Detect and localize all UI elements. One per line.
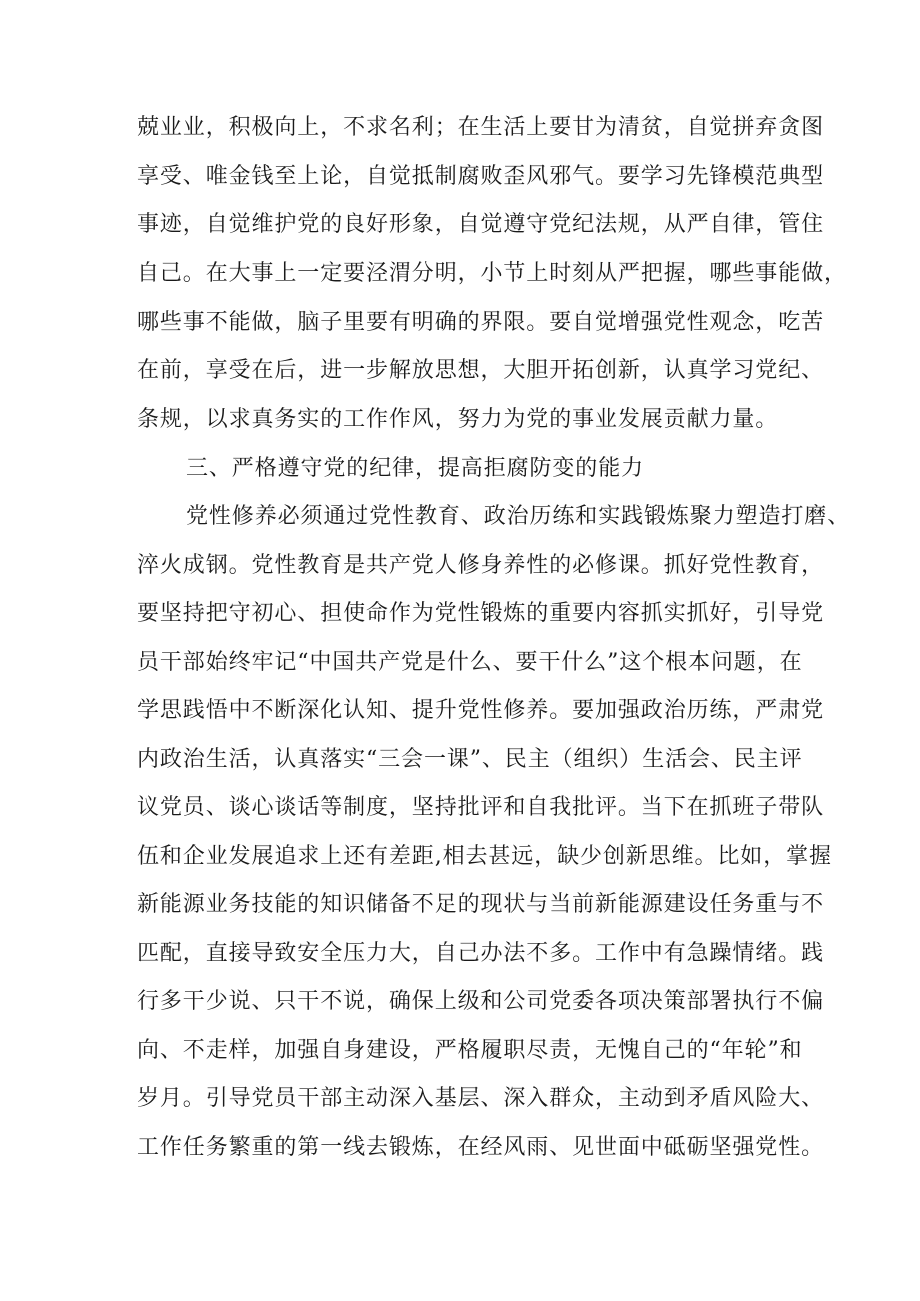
paragraph-line: 议党员、谈心谈话等制度，坚持批评和自我批评。当下在抓班子带队: [137, 795, 825, 820]
paragraph-line: 新能源业务技能的知识储备不足的现状与当前新能源建设任务重与不: [137, 892, 825, 917]
paragraph-line: 自己。在大事上一定要泾渭分明，小节上时刻从严把握，哪些事能做，: [137, 261, 847, 286]
paragraph-line: 党性修养必须通过党性教育、政治历练和实践锻炼聚力塑造打磨、: [186, 504, 851, 529]
paragraph-line: 哪些事不能做，脑子里要有明确的界限。要自觉增强党性观念，吃苦: [137, 310, 825, 335]
paragraph-line: 享受、唯金钱至上论，自觉抵制腐败歪风邪气。要学习先锋模范典型: [137, 164, 825, 189]
section-heading: 三、严格遵守党的纪律，提高拒腐防变的能力: [186, 456, 645, 481]
paragraph-line: 条规，以求真务实的工作作风，努力为党的事业发展贡献力量。: [137, 407, 779, 432]
paragraph-line: 事迹，自觉维护党的良好形象，自觉遵守党纪法规，从严自律，管住: [137, 212, 825, 237]
paragraph-line: 员干部始终牢记“中国共产党是什么、要干什么”这个根本问题，在: [137, 650, 803, 675]
paragraph-line: 伍和企业发展追求上还有差距,相去甚远，缺少创新思维。比如，掌握: [137, 844, 832, 869]
paragraph-line: 学思践悟中不断深化认知、提升党性修养。要加强政治历练，严肃党: [137, 698, 825, 723]
paragraph-line: 内政治生活，认真落实“三会一课”、民主（组织）生活会、民主评: [137, 747, 803, 772]
paragraph-line: 工作任务繁重的第一线去锻炼，在经风雨、见世面中砥砺坚强党性。: [137, 1135, 825, 1160]
paragraph-line: 向、不走样，加强自身建设，严格履职尽责，无愧自己的“年轮”和: [137, 1038, 803, 1063]
paragraph-line: 兢业业，积极向上，不求名利；在生活上要甘为清贫，自觉拼弃贪图: [137, 115, 825, 140]
paragraph-line: 在前，享受在后，进一步解放思想，大胆开拓创新，认真学习党纪、: [137, 358, 825, 383]
paragraph-line: 岁月。引导党员干部主动深入基层、深入群众，主动到矛盾风险大、: [137, 1086, 825, 1111]
paragraph-line: 要坚持把守初心、担使命作为党性锻炼的重要内容抓实抓好，引导党: [137, 601, 825, 626]
paragraph-line: 淬火成钢。党性教育是共产党人修身养性的必修课。抓好党性教育，: [137, 553, 825, 578]
paragraph-line: 匹配，直接导致安全压力大，自己办法不多。工作中有急躁情绪。践: [137, 941, 825, 966]
paragraph-line: 行多干少说、只干不说，确保上级和公司党委各项决策部署执行不偏: [137, 989, 825, 1014]
